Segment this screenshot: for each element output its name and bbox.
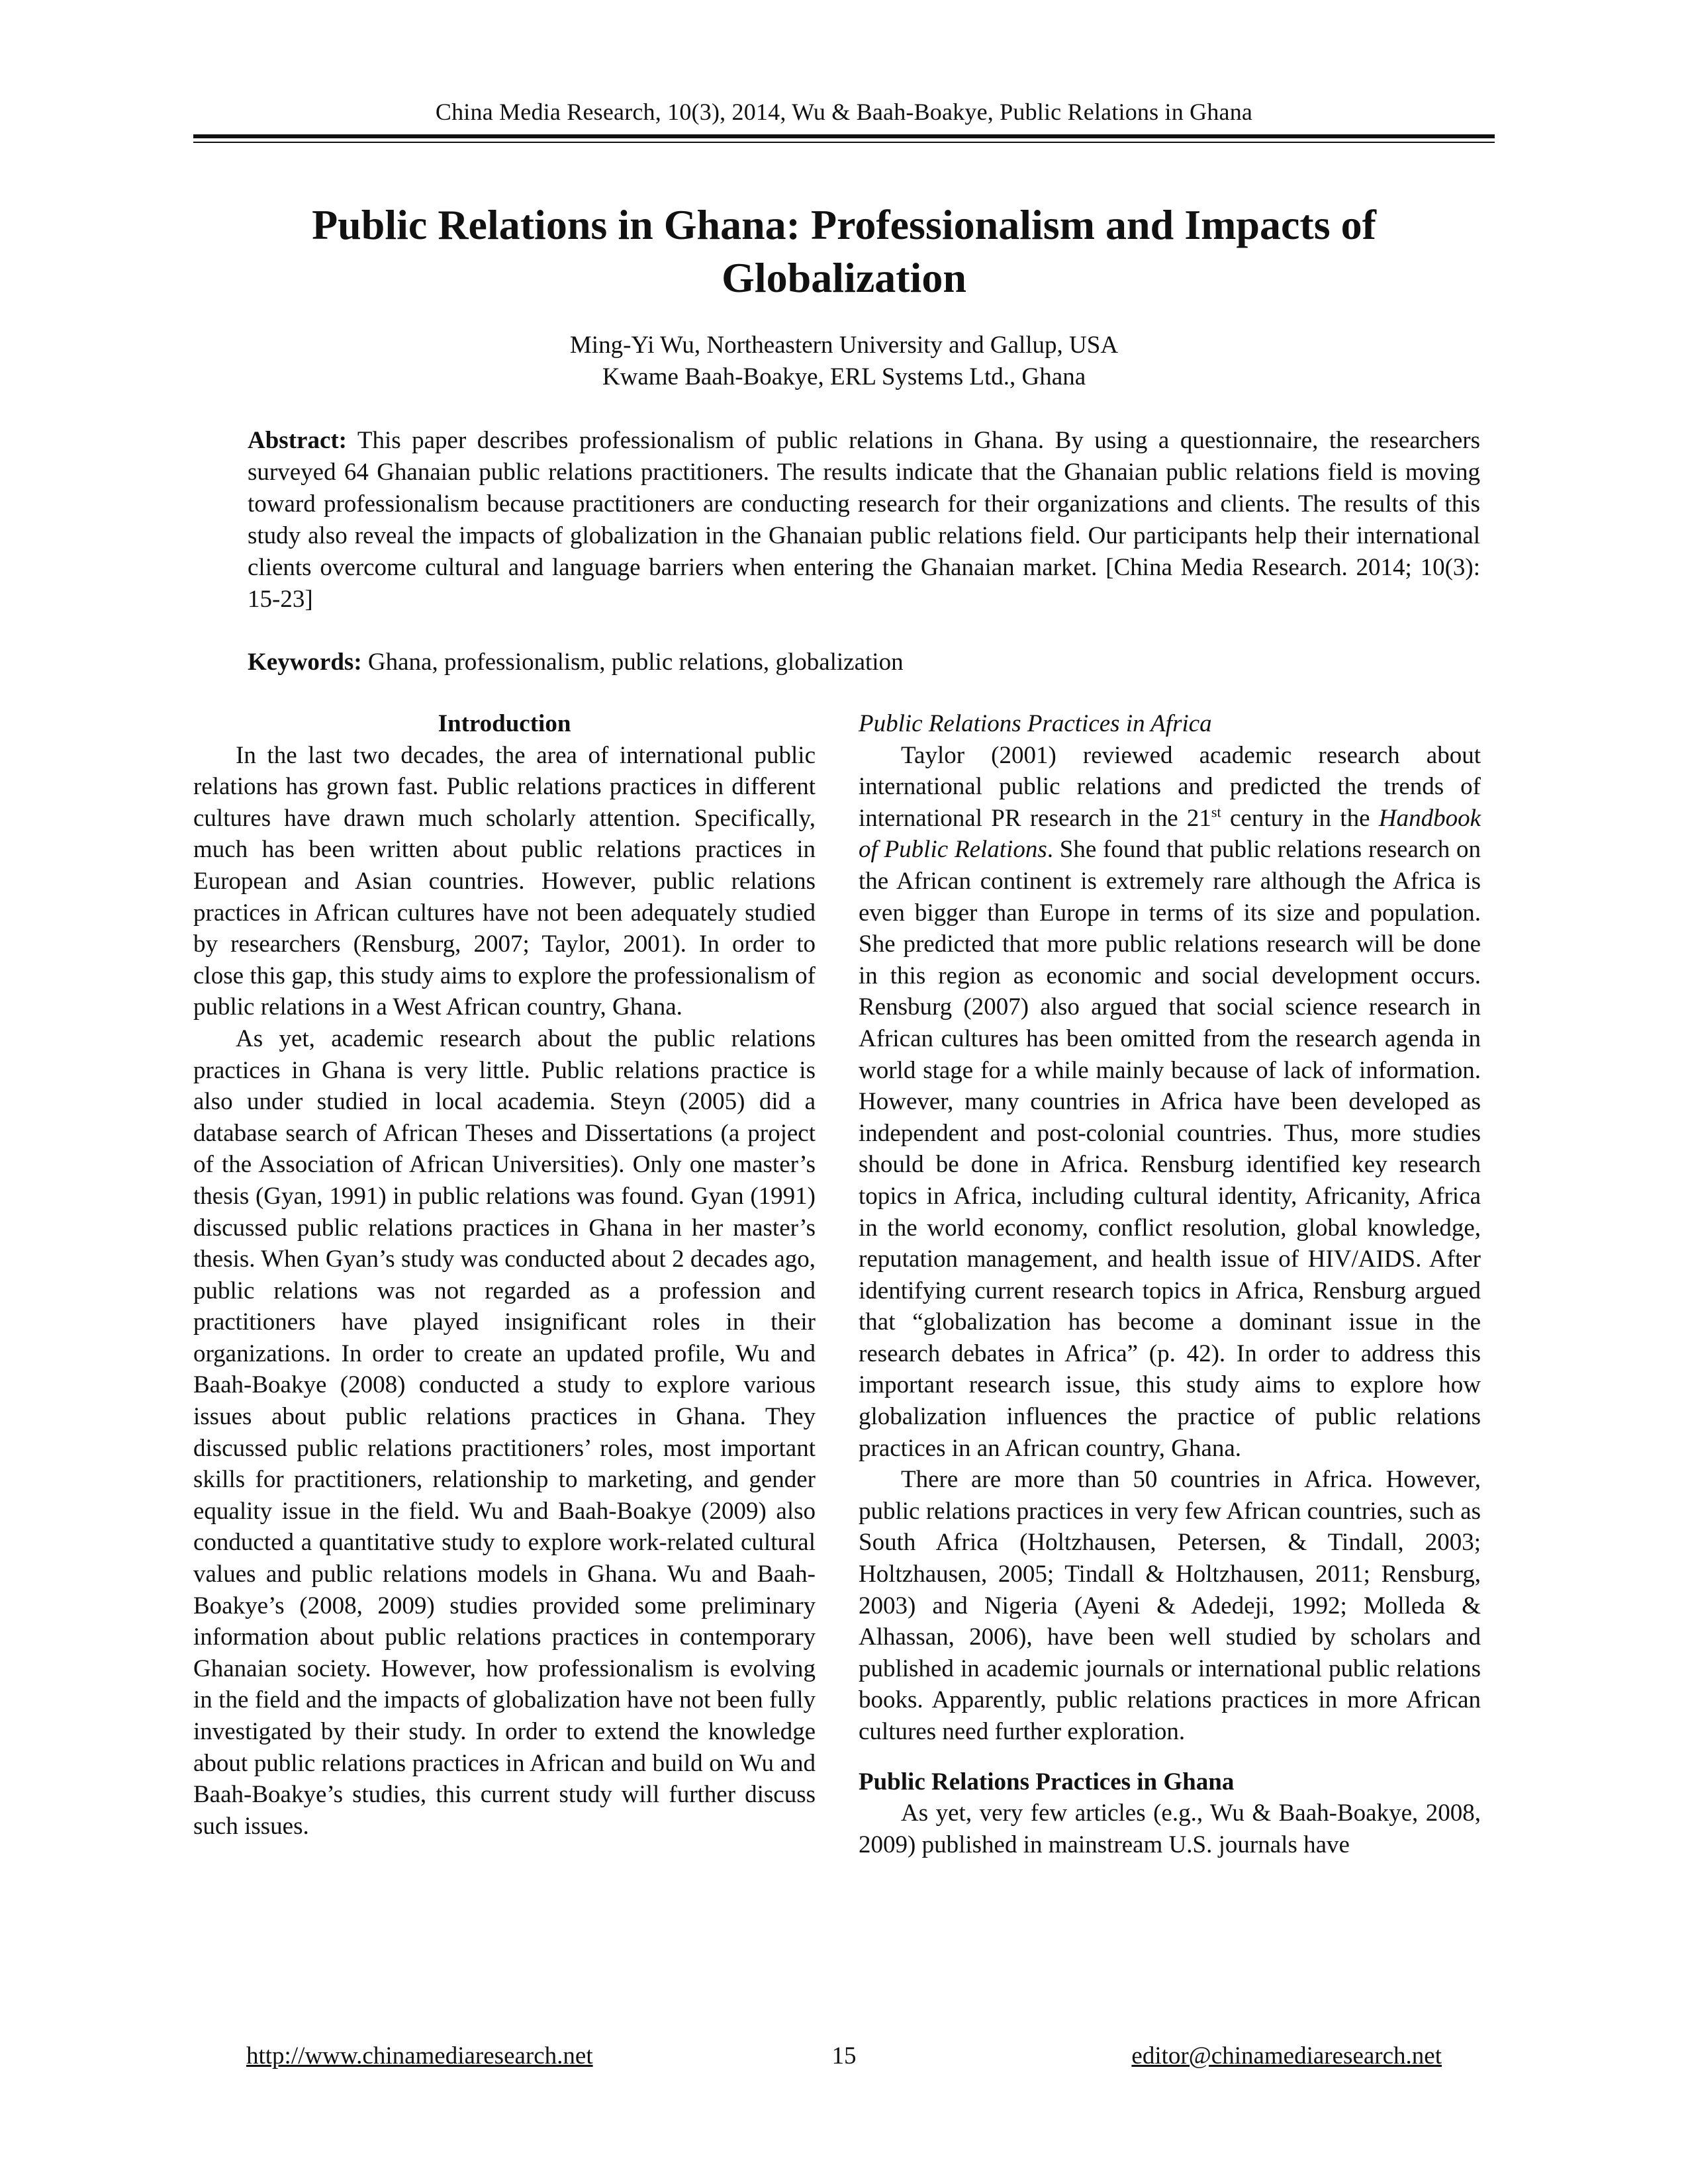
page-footer — [193, 2042, 1495, 2073]
keywords-text: Ghana, professionalism, public relations, globalization — [361, 649, 904, 676]
abstract-label: Abstract: — [248, 427, 348, 454]
book-title: Handbook of Public Relations — [859, 804, 1481, 864]
ordinal-superscript: st — [1211, 803, 1221, 821]
author-line-2: Kwame Baah-Boakye, ERL Systems Ltd., Ghana — [602, 363, 1086, 390]
intro-paragraph-1: In the last two decades, the area of international public relations has grown fast. Public relations practices in different cultures have drawn much scholarly attention. Specifically, much has been written about public relations practices in European and Asian countries. However, public relations practices in African cultures have not been adequately studied by researchers (Rensburg, 2007; Taylor, 2001). In order to close this gap, this study aims to explore the professionalism of public relations in a West African country, Ghana. — [193, 741, 816, 1021]
running-head: China Media Research, 10(3), 2014, Wu & Baah-Boakye, Public Relations in Ghana — [435, 99, 1253, 125]
africa-p1-part-b: century in the — [1221, 804, 1379, 832]
author-block — [193, 330, 1495, 393]
right-column — [859, 708, 1481, 1860]
section-heading-introduction: Introduction — [438, 710, 571, 737]
footer-website-link[interactable]: http://www.chinamediaresearch.net — [246, 2042, 593, 2070]
abstract-text: This paper describes professionalism of public relations in Ghana. By using a questionnaire, the researchers surveyed 64 Ghanaian public relations practitioners. The results indicate that the Ghanaian public relations field is moving toward professionalism because practitioners are conducting research for their organizations and clients. The results of this study also reveal the impacts of globalization in the Ghanaian public relations field. Our participants help their international clients overcome cultural and language barriers when entering the Ghanaian market. [China Media Research. 2014; 10(3): 15-23] — [248, 427, 1480, 613]
left-column — [193, 708, 816, 1842]
author-line-1: Ming-Yi Wu, Northeastern University and Gallup, USA — [569, 332, 1119, 359]
keywords-label: Keywords: — [248, 649, 362, 676]
africa-p1-part-a: Taylor (2001) reviewed academic research about international public relations and predicted the trends of international PR research in the 21 — [859, 741, 1481, 832]
section-heading-pr-africa: Public Relations Practices in Africa — [859, 710, 1212, 737]
abstract — [248, 425, 1480, 615]
africa-paragraph-1 — [859, 740, 1481, 1465]
keywords — [248, 647, 1480, 678]
intro-paragraph-2: As yet, academic research about the public relations practices in Ghana is very little. Public relations practice is also under studied in local academia. Steyn (2005) did a database search of African Theses and Dissertations (a project of the Association of African Universities). Only one master’s thesis (Gyan, 1991) in public relations was found. Gyan (1991) discussed public relations practices in Ghana in her master’s thesis. When Gyan’s study was conducted about 2 decades ago, public relations was not regarded as a profession and practitioners have played insignificant roles in their organizations. In order to create an updated profile, Wu and Baah-Boakye (2008) conducted a study to explore various issues about public relations practices in Ghana. They discussed public relations practitioners’ roles, most important skills for practitioners, relationship to marketing, and gender equality issue in the field. Wu and Baah-Boakye (2009) also conducted a quantitative study to explore work-related cultural values and public relations models in Ghana. Wu and Baah-Boakye’s (2008, 2009) studies provided some preliminary information about public relations practices in contemporary Ghanaian society. However, how professionalism is evolving in the field and the impacts of globalization have not been fully investigated by their study. In order to extend the knowledge about public relations practices in African and build on Wu and Baah-Boakye’s studies, this current study will further discuss such issues. — [193, 1024, 816, 1840]
section-heading-pr-ghana: Public Relations Practices in Ghana — [859, 1768, 1235, 1796]
africa-paragraph-2: There are more than 50 countries in Africa. However, public relations practices in very few African countries, such as South Africa (Holtzhausen, Petersen, & Tindall, 2003; Holtzhausen, 2005; Tindall & Holtzhausen, 2011; Rensburg, 2003) and Nigeria (Ayeni & Adedeji, 1992; Molleda & Alhassan, 2006), have been well studied by scholars and published in academic journals or international public relations books. Apparently, public relations practices in more African cultures need further exploration. — [859, 1466, 1481, 1745]
header-rule-thick — [193, 134, 1495, 138]
paper-title: Public Relations in Ghana: Professionalism and Impacts of Globalization — [312, 201, 1376, 301]
ghana-paragraph-1: As yet, very few articles (e.g., Wu & Baah-Boakye, 2008, 2009) published in mainstream U.S. journals have — [859, 1799, 1481, 1858]
africa-p1-part-c: . She found that public relations research on the African continent is extremely rare although the Africa is even bigger than Europe in terms of its size and population. She predicted that more public relations research will be done in this region as economic and social development occurs. Rensburg (2007) also argued that social science research in African cultures has been omitted from the research agenda in world stage for a while mainly because of lack of information. However, many countries in Africa have been developed as independent and post-colonial countries. Thus, more studies should be done in Africa. Rensburg identified key research topics in Africa, including cultural identity, Africanity, Africa in the world economy, conflict resolution, global knowledge, reputation management, and health issue of HIV/AIDS. After identifying current research topics in Africa, Rensburg argued that “globalization has become a dominant issue in the research debates in Africa” (p. 42). In order to address this important research issue, this study aims to explore how globalization influences the practice of public relations practices in an African country, Ghana. — [859, 836, 1481, 1462]
page-number: 15 — [831, 2042, 857, 2070]
footer-email-link[interactable]: editor@chinamediaresearch.net — [1131, 2042, 1442, 2070]
header-rule-thin — [193, 142, 1495, 143]
